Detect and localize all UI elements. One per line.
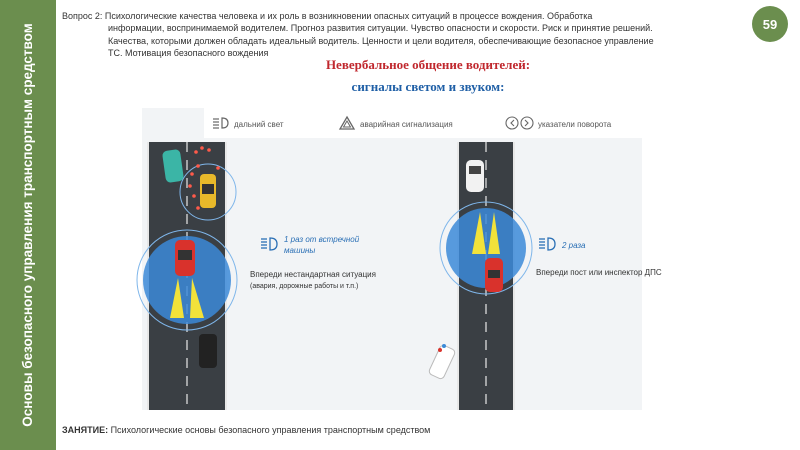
- footer-label: ЗАНЯТИЕ:: [62, 425, 109, 435]
- right-meaning: Впереди пост или инспектор ДПС: [536, 268, 662, 277]
- question-line-1: Вопрос 2: Психологические качества человека и их роль в возникновении опасных ситуаций в процессе вождения. Обработка: [62, 11, 593, 21]
- question-text: [62, 10, 752, 60]
- slide-title: Невербальное общение водителей:: [325, 57, 531, 72]
- question-line-2: информации, воспринимаемой водителем. Прогноз развития ситуации. Чувство опасности и скорости. Риск и принятие решений.: [108, 23, 653, 34]
- slide-number-badge: 59: [752, 6, 788, 42]
- left-meaning-2: (авария, дорожные работы и т.п.): [250, 283, 359, 290]
- footer-text: Психологические основы безопасного управления транспортным средством: [108, 425, 431, 435]
- question-line-3: Качества, которыми должен обладать идеальный водитель. Ценности и цели водителя, обеспечивающие безопасное управление: [108, 35, 654, 46]
- left-road-scene: [137, 142, 237, 410]
- sidebar-title: Основы безопасного управления транспортным средством: [20, 23, 35, 427]
- slide-subtitle: сигналы светом и звуком:: [351, 79, 505, 94]
- left-signal-note-2: машины: [284, 246, 316, 255]
- question-line-4: ТС. Мотивация безопасного вождения: [108, 48, 269, 59]
- legend-high-beam: дальний свет: [234, 120, 284, 129]
- left-meaning: Впереди нестандартная ситуация: [250, 270, 376, 279]
- footer: [62, 425, 430, 435]
- right-signal-note: 2 раза: [562, 241, 586, 250]
- legend-hazard: аварийная сигнализация: [360, 120, 453, 129]
- left-signal-note: 1 раз от встречной: [284, 235, 360, 244]
- legend-turn-signals: указатели поворота: [538, 120, 612, 129]
- illustration: [142, 108, 662, 410]
